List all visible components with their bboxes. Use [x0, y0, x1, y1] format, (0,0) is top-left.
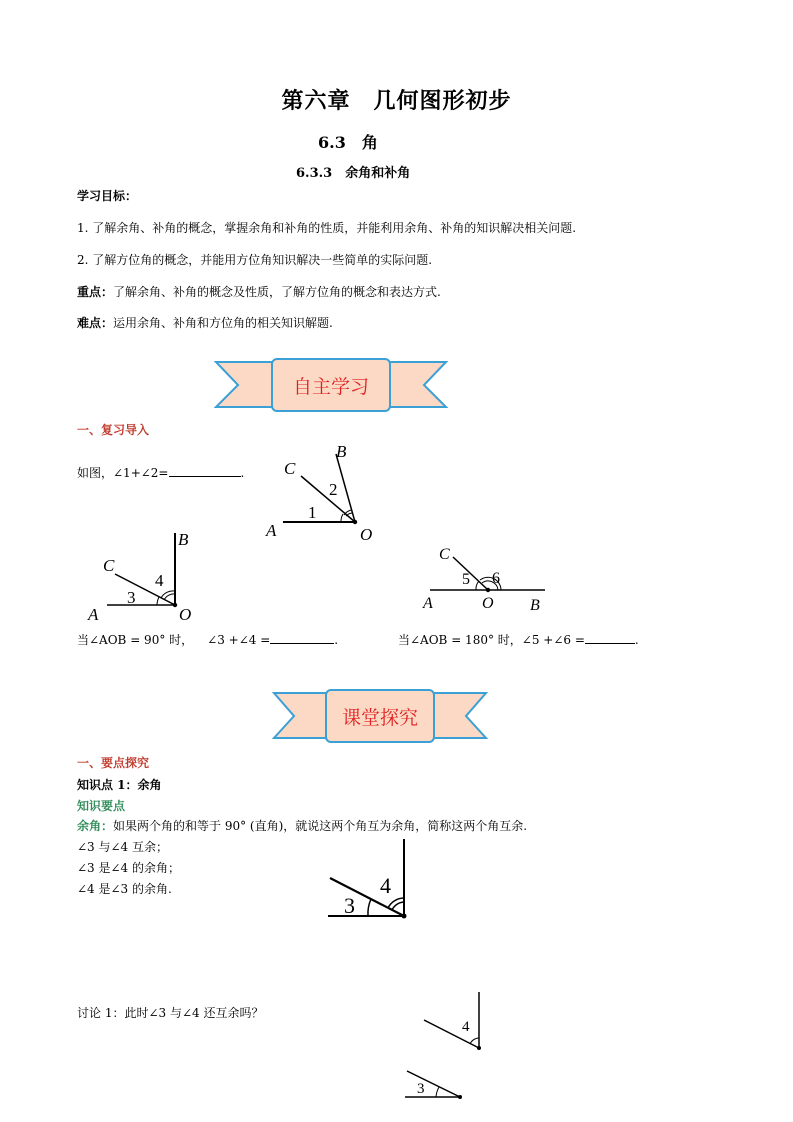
objective-item-1: 1. 了解余角、补角的概念，掌握余角和补角的性质，并能利用余角、补角的知识解决相关问题.	[77, 221, 577, 235]
label-C: C	[284, 459, 296, 478]
key-point	[77, 283, 441, 300]
label-angle-4: 4	[380, 873, 391, 898]
knowledge-point-subtitle: 知识要点	[77, 799, 126, 813]
review-end: .	[240, 466, 245, 480]
banner-classroom-explore-label: 课堂探究	[341, 707, 419, 729]
objective-item-2: 2. 了解方位角的概念，并能用方位角知识解决一些简单的实际问题.	[77, 253, 433, 267]
figure-separated-angles	[402, 990, 492, 1102]
review-heading: 一、复习导入	[77, 423, 150, 437]
label-O: O	[482, 595, 494, 612]
q1-prefix: 当∠AOB = 90° 时，	[77, 633, 194, 647]
figure-complementary-angles	[322, 836, 414, 922]
figure-angle-1-2	[258, 436, 388, 548]
statement-line-3: ∠4 是∠3 的余角.	[77, 882, 172, 896]
answer-blank-1[interactable]	[169, 464, 241, 477]
chapter-title: 第六章 几何图形初步	[281, 88, 512, 114]
label-A: A	[88, 605, 99, 624]
q2-expr: ∠5 +∠6 =	[521, 633, 585, 647]
discussion-question: 讨论 1：此时∠3 与∠4 还互余吗？	[77, 1006, 264, 1020]
label-angle-5: 5	[462, 571, 470, 588]
figure-angle-3-4	[85, 528, 200, 624]
answer-blank-3[interactable]	[585, 631, 635, 644]
figure-angle-5-6	[418, 540, 553, 614]
answer-blank-2[interactable]	[270, 631, 334, 644]
difficulty-text: 运用余角、补角和方位角的相关知识解题.	[113, 316, 333, 330]
banner-classroom-explore	[270, 688, 490, 746]
key-text: 了解余角、补角的概念及性质，了解方位角的概念和表达方式.	[113, 285, 441, 299]
objectives-label: 学习目标：	[77, 189, 138, 203]
label-angle-1: 1	[308, 503, 317, 522]
key-label: 重点：	[77, 285, 114, 299]
review-question	[77, 464, 244, 481]
banner-self-study-label: 自主学习	[292, 376, 370, 398]
label-O: O	[179, 605, 192, 624]
label-A: A	[266, 521, 277, 540]
definition-label: 余角：	[77, 819, 114, 833]
review-prompt: 如图，∠1+∠2=	[77, 466, 169, 480]
statement-line-1: ∠3 与∠4 互余；	[77, 840, 169, 854]
label-angle-3: 3	[127, 588, 136, 607]
difficulty-label: 难点：	[77, 316, 114, 330]
label-angle-2: 2	[329, 480, 338, 499]
label-A: A	[423, 595, 433, 612]
label-O: O	[360, 525, 373, 544]
label-B: B	[178, 530, 189, 549]
complementary-definition	[77, 817, 527, 834]
label-B: B	[336, 442, 347, 461]
q1-end: .	[334, 633, 339, 647]
label-angle-6: 6	[492, 570, 500, 587]
label-C: C	[439, 546, 450, 563]
subsection-title: 6.3.3 余角和补角	[296, 166, 411, 181]
q1-expr: ∠3 +∠4 =	[207, 633, 271, 647]
label-angle-3: 3	[344, 893, 355, 918]
label-angle-4: 4	[155, 571, 164, 590]
label-angle-3: 3	[417, 1081, 425, 1097]
banner-self-study	[212, 357, 450, 415]
label-angle-4: 4	[462, 1019, 470, 1035]
label-B: B	[530, 597, 540, 614]
section-title: 6.3 角	[318, 133, 378, 152]
q2-end: .	[634, 633, 639, 647]
q2-prefix: 当∠AOB = 180° 时，	[398, 633, 522, 647]
knowledge-point-title: 知识点 1：余角	[77, 778, 162, 792]
explore-heading: 一、要点探究	[77, 756, 150, 770]
label-C: C	[103, 556, 115, 575]
statement-line-2: ∠3 是∠4 的余角；	[77, 861, 181, 875]
difficulty-point	[77, 314, 333, 331]
question-right-angle	[77, 631, 338, 648]
question-straight-angle	[398, 631, 639, 648]
definition-text: 如果两个角的和等于 90° (直角)，就说这两个角互为余角，简称这两个角互余.	[113, 819, 528, 833]
